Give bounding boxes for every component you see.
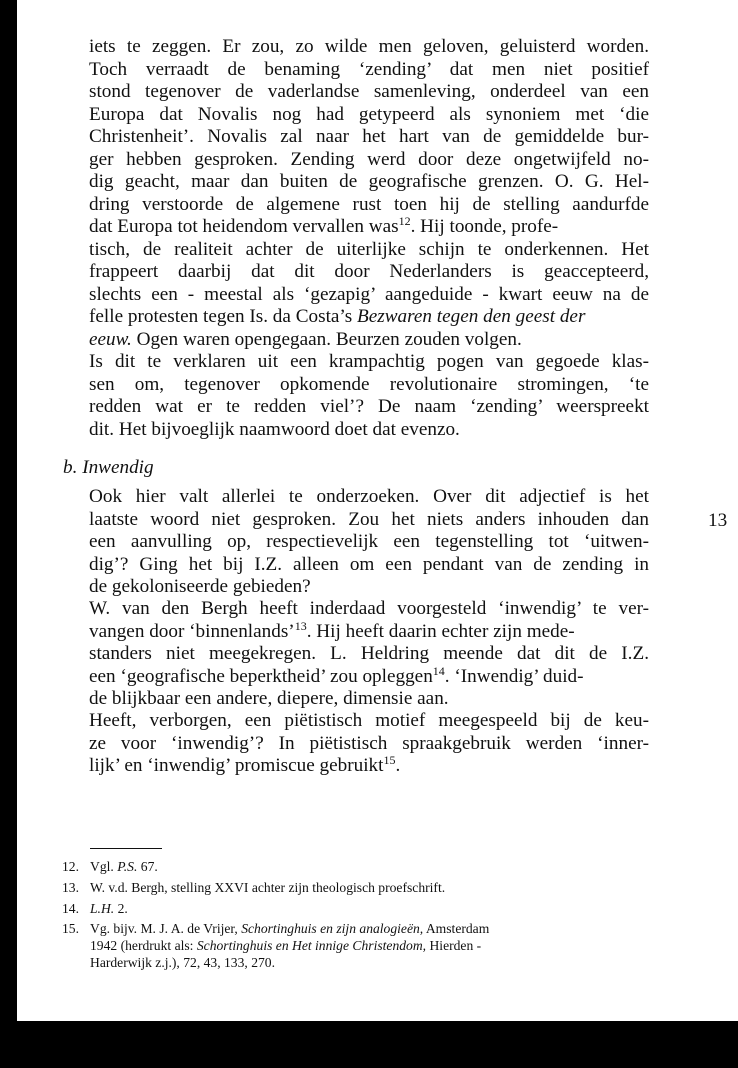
text-segment: . bbox=[395, 755, 401, 776]
footnote-divider bbox=[90, 848, 162, 849]
book-title-end: eeuw. bbox=[89, 328, 132, 350]
footnote-number: 14. bbox=[62, 901, 79, 916]
text-line: dig’? Ging het bij I.Z. alleen om een pendant van de zending in bbox=[89, 553, 649, 575]
text-line bbox=[89, 216, 649, 239]
text-line: Ook hier valt allerlei te onderzoeken. Over dit adjectief is het bbox=[89, 486, 649, 507]
footnote-text bbox=[90, 920, 652, 971]
text-line: laatste woord niet gesproken. Zou het niets anders inhouden dan bbox=[89, 508, 649, 530]
footnote-ref: 13 bbox=[294, 618, 307, 633]
book-title: Schortinghuis en Het innige Christendom, bbox=[196, 938, 427, 953]
text-segment: 2. bbox=[117, 901, 128, 916]
text-line: redden wat er te redden viel’? De naam ‘zending’ weerspreekt bbox=[89, 396, 649, 417]
text-segment: . Hij heeft daarin echter zijn mede- bbox=[306, 620, 575, 642]
section-heading bbox=[63, 457, 154, 480]
text-segment: lijk’ en ‘inwendig’ promiscue gebruikt bbox=[89, 755, 384, 776]
footnote-line bbox=[90, 937, 652, 954]
paragraph-4 bbox=[89, 598, 649, 711]
footnote-ref: 15 bbox=[383, 753, 396, 767]
text-line: W. van den Bergh heeft inderdaad voorgesteld ‘inwendig’ te ver- bbox=[89, 598, 649, 619]
text-line: dring verstoorde de algemene rust toen hij de stelling aandurfde bbox=[89, 193, 649, 215]
text-segment: . ‘Inwendig’ duid- bbox=[444, 665, 584, 687]
text-line: iets te zeggen. Er zou, zo wilde men geloven, geluisterd worden. bbox=[89, 36, 649, 57]
book-title: Schortinghuis en zijn analogieën, bbox=[241, 921, 424, 936]
section-label: b. bbox=[63, 457, 78, 478]
scan-bottom-border bbox=[0, 1021, 738, 1068]
footnote-line: Harderwijk z.j.), 72, 43, 133, 270. bbox=[90, 955, 275, 970]
text-line bbox=[89, 663, 649, 689]
text-segment: Vgl. bbox=[90, 859, 114, 874]
text-segment: dat Europa tot heidendom vervallen was bbox=[89, 216, 399, 237]
text-line: frappeert daarbij dat dit door Nederlanders is geaccepteerd, bbox=[89, 261, 649, 282]
text-line: ze voor ‘inwendig’? In piëtistisch spraakgebruik werden ‘inner- bbox=[89, 732, 649, 754]
footnote-number: 15. bbox=[62, 921, 79, 936]
footnote-line bbox=[90, 920, 652, 937]
scan-left-border bbox=[0, 0, 17, 1068]
footnote-ref: 14 bbox=[432, 663, 445, 678]
text-line bbox=[89, 755, 649, 778]
text-line: de blijkbaar een andere, diepere, dimensie aan. bbox=[89, 688, 449, 709]
footnote-ref: 12 bbox=[398, 214, 411, 228]
text-line: standers niet meegekregen. L. Heldring meende dat dit de I.Z. bbox=[89, 643, 649, 664]
footnote-text bbox=[90, 900, 652, 917]
abbreviation: P.S. bbox=[117, 859, 138, 874]
text-line: dit. Het bijvoeglijk naamwoord doet dat evenzo. bbox=[89, 418, 460, 440]
text-segment: Hierden - bbox=[429, 938, 482, 953]
paragraph-2 bbox=[89, 351, 649, 441]
text-line: Is dit te verklaren uit een krampachtig pogen van gegoede klas- bbox=[89, 351, 649, 372]
paragraph-1 bbox=[89, 36, 649, 351]
text-segment: 1942 (herdrukt als: bbox=[90, 938, 194, 953]
text-segment: Vg. bijv. M. J. A. de Vrijer, bbox=[90, 921, 238, 936]
text-line bbox=[89, 329, 649, 352]
text-segment: Amsterdam bbox=[425, 921, 490, 936]
text-line bbox=[89, 306, 649, 329]
text-segment: vangen door ‘binnenlands’ bbox=[89, 620, 295, 642]
text-segment: . Hij toonde, profe- bbox=[410, 216, 559, 237]
text-line: Heeft, verborgen, een piëtistisch motief meegespeeld bij de keu- bbox=[89, 710, 649, 731]
text-line: de gekoloniseerde gebieden? bbox=[89, 576, 311, 597]
footnote-number: 13. bbox=[62, 880, 79, 895]
text-segment: felle protesten tegen Is. da Costa’s bbox=[89, 306, 353, 327]
text-line bbox=[89, 618, 649, 644]
footnote-text: W. v.d. Bergh, stelling XXVI achter zijn theologisch proefschrift. bbox=[90, 880, 446, 895]
text-line: een aanvulling op, respectievelijk een tegenstelling tot ‘uitwen- bbox=[89, 531, 649, 552]
text-line: dig geacht, maar dan buiten de geografische grenzen. O. G. Hel- bbox=[89, 171, 649, 192]
footnote-text bbox=[90, 858, 652, 875]
section-title: Inwendig bbox=[82, 457, 154, 478]
text-line: Toch verraadt de benaming ‘zending’ dat men niet positief bbox=[89, 58, 649, 80]
book-title: Bezwaren tegen den geest der bbox=[357, 306, 586, 327]
paragraph-5 bbox=[89, 710, 649, 778]
text-line: ger hebben gesproken. Zending werd door deze ongetwijfeld no- bbox=[89, 148, 649, 170]
text-line: Christenheit’. Novalis zal naar het hart van de gemiddelde bur- bbox=[89, 126, 649, 147]
text-line: slechts een - meestal als ‘gezapig’ aangeduide - kwart eeuw na de bbox=[89, 283, 649, 305]
text-segment: Ogen waren opengegaan. Beurzen zouden volgen. bbox=[136, 328, 522, 350]
text-line: Europa dat Novalis nog had getypeerd als synoniem met ‘die bbox=[89, 103, 649, 125]
footnote-number: 12. bbox=[62, 859, 79, 874]
text-segment: 67. bbox=[140, 859, 158, 874]
page-number: 13 bbox=[708, 510, 728, 531]
text-line: tisch, de realiteit achter de uiterlijke schijn te onderkennen. Het bbox=[89, 238, 649, 260]
text-segment: een ‘geografische beperktheid’ zou opleggen bbox=[89, 665, 433, 687]
text-line: stond tegenover de vaderlandse samenleving, onderdeel van een bbox=[89, 81, 649, 102]
paragraph-3 bbox=[89, 486, 649, 599]
abbreviation: L.H. bbox=[90, 901, 115, 916]
text-line: sen om, tegenover opkomende revolutionaire stromingen, ‘te bbox=[89, 373, 649, 395]
